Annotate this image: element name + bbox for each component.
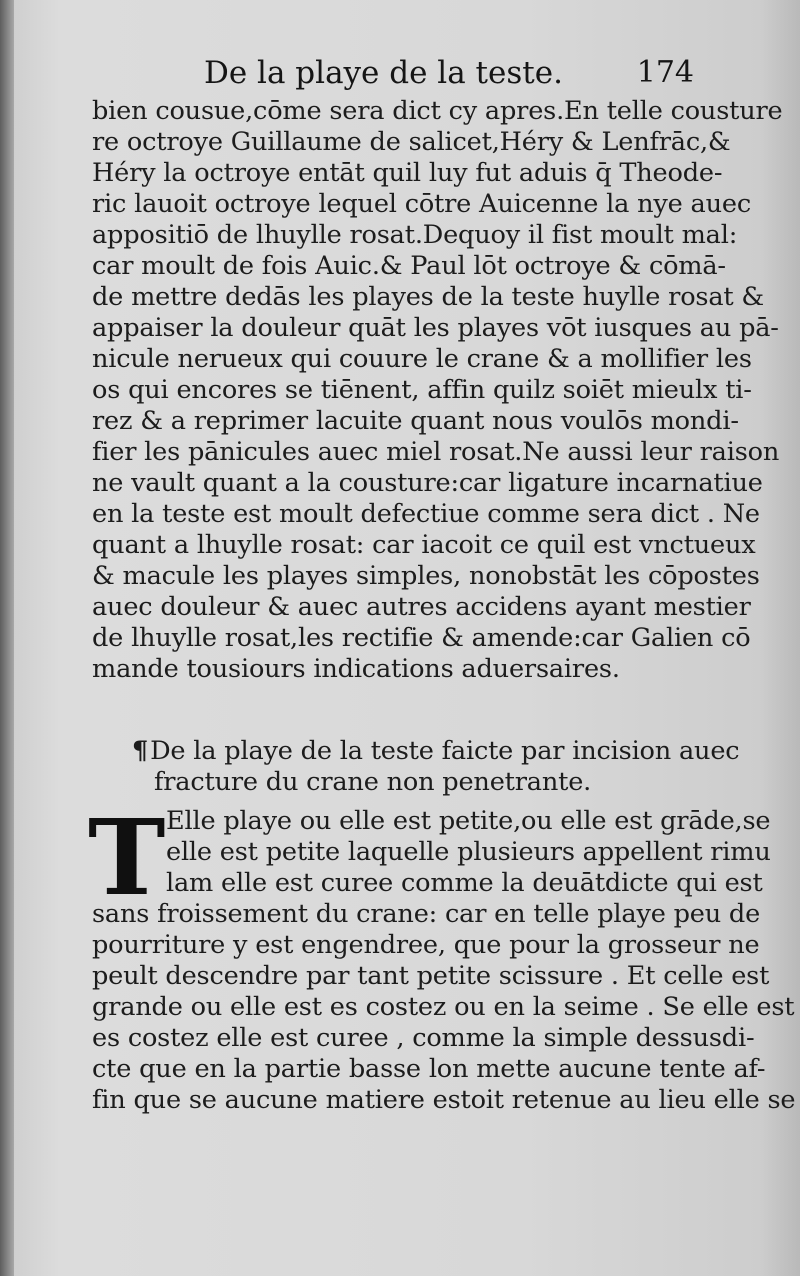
pilcrow-icon: ¶	[132, 736, 149, 766]
paragraph-1	[92, 96, 783, 685]
running-title: De la playe de la teste.	[204, 55, 563, 91]
heading-text: De la playe de la teste faicte par incision auec	[150, 736, 740, 766]
text-line: de mettre dedās les playes de la teste huylle rosat &	[92, 282, 765, 312]
drop-cap: T	[88, 796, 166, 919]
text-line: lam elle est curee comme la deuātdicte qui est	[166, 868, 763, 898]
text-line: es costez elle est curee , comme la simple dessusdi-	[92, 1023, 755, 1053]
text-line: bien cousue,cōme sera dict cy apres.En telle cousture	[92, 96, 783, 126]
text-line: fin que se aucune matiere estoit retenue au lieu elle se	[92, 1085, 796, 1115]
text-line: re octroye Guillaume de salicet,Héry & Lenfrāc,&	[92, 127, 731, 157]
section-heading	[92, 736, 740, 798]
page-header	[92, 55, 702, 95]
text-line: nicule nerueux qui couure le crane & a mollifier les	[92, 344, 752, 374]
text-line: sans froissement du crane: car en telle playe peu de	[92, 899, 761, 929]
text-line: mande tousiours indications aduersaires.	[92, 654, 620, 684]
heading-line: fracture du crane non penetrante.	[154, 767, 592, 797]
text-line: peult descendre par tant petite scissure . Et celle est	[92, 961, 770, 991]
text-line: de lhuylle rosat,les rectifie & amende:car Galien cō	[92, 623, 751, 653]
text-line: Elle playe ou elle est petite,ou elle est grāde,se	[166, 806, 771, 836]
text-line: cte que en la partie basse lon mette aucune tente af-	[92, 1054, 766, 1084]
text-line: rez & a reprimer lacuite quant nous voulōs mondi-	[92, 406, 739, 436]
text-line: ne vault quant a la cousture:car ligature incarnatiue	[92, 468, 763, 498]
text-line: quant a lhuylle rosat: car iacoit ce quil est vnctueux	[92, 530, 756, 560]
text-line: & macule les playes simples, nonobstāt les cōpostes	[92, 561, 760, 591]
heading-line	[92, 736, 740, 767]
text-line: appositiō de lhuylle rosat.Dequoy il fist moult mal:	[92, 220, 738, 250]
text-line: car moult de fois Auic.& Paul lōt octroye & cōmā-	[92, 251, 726, 281]
text-line: Héry la octroye entāt quil luy fut aduis q̄ Theode-	[92, 158, 723, 188]
text-line: os qui encores se tiēnent, affin quilz soiēt mieulx ti-	[92, 375, 752, 405]
page-number: 174	[636, 55, 694, 90]
text-line: en la teste est moult defectiue comme sera dict . Ne	[92, 499, 760, 529]
text-line: grande ou elle est es costez ou en la seime . Se elle est	[92, 992, 795, 1022]
text-line: appaiser la douleur quāt les playes vōt iusques au pā-	[92, 313, 779, 343]
text-line: pourriture y est engendree, que pour la grosseur ne	[92, 930, 760, 960]
text-line: auec douleur & auec autres accidens ayant mestier	[92, 592, 751, 622]
paragraph-2	[88, 796, 796, 1116]
page-gutter	[0, 0, 14, 1276]
text-line: ric lauoit octroye lequel cōtre Auicenne la nye auec	[92, 189, 751, 219]
text-line: elle est petite laquelle plusieurs appellent rimu	[166, 837, 771, 867]
text-line: fier les pānicules auec miel rosat.Ne aussi leur raison	[92, 437, 780, 467]
